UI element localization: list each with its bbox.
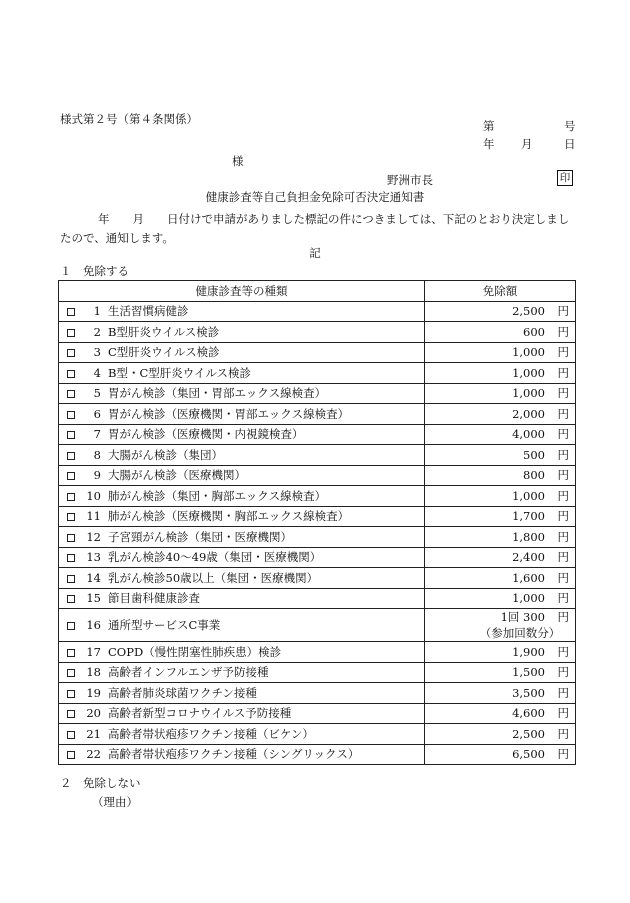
amount-cell bbox=[425, 609, 576, 642]
amount-unit: 円 bbox=[557, 529, 569, 544]
amount-cell bbox=[425, 588, 576, 609]
item-number: 5 bbox=[93, 386, 101, 401]
table-row bbox=[59, 465, 576, 486]
section-not-exempt-heading: ２ 免除しない bbox=[60, 776, 141, 790]
amount-cell bbox=[425, 424, 576, 445]
amount-unit: 円 bbox=[557, 365, 569, 380]
item-name: 子宮頸がん検診（集団・医療機関） bbox=[108, 529, 292, 544]
amount-unit: 円 bbox=[557, 509, 569, 524]
number-prefix: 第 bbox=[483, 119, 495, 133]
reason-label: （理由） bbox=[92, 795, 138, 809]
amount-cell bbox=[425, 744, 576, 765]
table-row bbox=[59, 662, 576, 683]
checkbox[interactable] bbox=[67, 622, 75, 630]
amount-value: 800 bbox=[523, 468, 545, 483]
item-number: 2 bbox=[93, 324, 101, 339]
item-cell bbox=[59, 383, 425, 404]
amount-cell bbox=[425, 383, 576, 404]
amount-value: 1,500 bbox=[512, 665, 545, 680]
amount-note: （参加回数分） bbox=[479, 626, 561, 640]
amount-unit: 円 bbox=[557, 726, 569, 741]
item-cell bbox=[59, 744, 425, 765]
form-number: 様式第２号（第４条関係） bbox=[60, 112, 198, 126]
table-header-row bbox=[59, 281, 576, 302]
amount-unit: 円 bbox=[557, 550, 569, 565]
amount-value: 4,600 bbox=[512, 706, 545, 721]
amount-cell bbox=[425, 363, 576, 384]
amount-unit: 円 bbox=[557, 685, 569, 700]
amount-unit: 円 bbox=[557, 644, 569, 659]
table-row bbox=[59, 383, 576, 404]
amount-cell bbox=[425, 404, 576, 425]
checkbox[interactable] bbox=[67, 751, 75, 759]
item-number: 21 bbox=[86, 726, 101, 741]
table-row bbox=[59, 568, 576, 589]
item-name: 高齢者インフルエンザ予防接種 bbox=[108, 665, 269, 680]
table-row bbox=[59, 527, 576, 548]
checkbox[interactable] bbox=[67, 390, 75, 398]
item-cell bbox=[59, 404, 425, 425]
table-row bbox=[59, 301, 576, 322]
item-number: 12 bbox=[86, 529, 101, 544]
checkbox[interactable] bbox=[67, 431, 75, 439]
amount-value: 2,500 bbox=[512, 304, 545, 319]
amount-unit: 円 bbox=[557, 427, 569, 442]
amount-cell bbox=[425, 662, 576, 683]
item-cell bbox=[59, 363, 425, 384]
checkbox[interactable] bbox=[67, 349, 75, 357]
table-row bbox=[59, 342, 576, 363]
item-name: 胃がん検診（医療機関・胃部エックス線検査） bbox=[108, 406, 350, 421]
amount-unit: 円 bbox=[557, 324, 569, 339]
checkbox[interactable] bbox=[67, 669, 75, 677]
amount-unit: 円 bbox=[557, 747, 569, 762]
amount-unit: 円 bbox=[557, 570, 569, 585]
item-number: 13 bbox=[86, 550, 101, 565]
amount-value: 1,000 bbox=[512, 365, 545, 380]
amount-cell bbox=[425, 568, 576, 589]
table-row bbox=[59, 609, 576, 642]
table-row bbox=[59, 363, 576, 384]
item-number: 8 bbox=[93, 447, 101, 462]
checkbox[interactable] bbox=[67, 370, 75, 378]
item-cell bbox=[59, 506, 425, 527]
item-cell bbox=[59, 662, 425, 683]
table-row bbox=[59, 703, 576, 724]
body-text: 年 月 日付けで申請がありました標記の件につきましては、下記のとおり決定しましたので、通知します。 bbox=[60, 212, 570, 245]
table-row bbox=[59, 547, 576, 568]
table-row bbox=[59, 683, 576, 704]
item-number: 17 bbox=[86, 644, 101, 659]
ki-heading: 記 bbox=[309, 246, 321, 260]
amount-value: 1,800 bbox=[512, 529, 545, 544]
item-number: 22 bbox=[86, 747, 101, 762]
amount-value: 3,500 bbox=[512, 685, 545, 700]
amount-cell bbox=[425, 486, 576, 507]
table-row bbox=[59, 404, 576, 425]
amount-unit: 円 bbox=[557, 706, 569, 721]
amount-value: 1,000 bbox=[512, 386, 545, 401]
amount-value: 500 bbox=[523, 447, 545, 462]
table-row bbox=[59, 445, 576, 466]
item-cell bbox=[59, 486, 425, 507]
item-cell bbox=[59, 642, 425, 663]
item-name: 節目歯科健康診査 bbox=[108, 591, 200, 606]
item-cell bbox=[59, 588, 425, 609]
item-number: 20 bbox=[86, 706, 101, 721]
item-number: 9 bbox=[93, 468, 101, 483]
item-number: 1 bbox=[93, 304, 101, 319]
amount-cell bbox=[425, 301, 576, 322]
mayor-name: 野洲市長 bbox=[387, 173, 433, 187]
checkbox[interactable] bbox=[67, 411, 75, 419]
amount-unit: 円 bbox=[557, 447, 569, 462]
item-number: 18 bbox=[86, 665, 101, 680]
checkbox[interactable] bbox=[67, 329, 75, 337]
amount-unit: 円 bbox=[557, 406, 569, 421]
item-name: 胃がん検診（医療機関・内視鏡検査） bbox=[108, 427, 304, 442]
item-name: B型肝炎ウイルス検診 bbox=[108, 324, 220, 339]
item-number: 14 bbox=[86, 570, 101, 585]
date-year-label: 年 bbox=[483, 137, 495, 151]
amount-value: 1,000 bbox=[512, 488, 545, 503]
item-number: 4 bbox=[93, 365, 101, 380]
table-row bbox=[59, 642, 576, 663]
checkbox[interactable] bbox=[67, 710, 75, 718]
amount-unit: 円 bbox=[557, 468, 569, 483]
item-name: 通所型サービスC事業 bbox=[108, 618, 221, 632]
item-number: 3 bbox=[93, 345, 101, 360]
item-name: 大腸がん検診（集団） bbox=[108, 447, 223, 462]
amount-unit: 円 bbox=[557, 386, 569, 401]
recipient-suffix: 様 bbox=[232, 154, 244, 168]
amount-cell bbox=[425, 724, 576, 745]
table-row bbox=[59, 724, 576, 745]
checkbox[interactable] bbox=[67, 554, 75, 562]
item-name: COPD（慢性閉塞性肺疾患）検診 bbox=[108, 644, 282, 659]
amount-value: 2,400 bbox=[512, 550, 545, 565]
item-name: 乳がん検診40～49歳（集団・医療機関） bbox=[108, 550, 322, 565]
amount-value: 2,000 bbox=[512, 406, 545, 421]
amount-cell bbox=[425, 683, 576, 704]
item-cell bbox=[59, 322, 425, 343]
amount-unit: 円 bbox=[557, 665, 569, 680]
item-name: 肺がん検診（集団・胸部エックス線検査） bbox=[108, 488, 327, 503]
amount-unit: 円 bbox=[557, 488, 569, 503]
fee-table bbox=[58, 280, 576, 765]
item-number: 15 bbox=[86, 591, 101, 606]
checkbox[interactable] bbox=[67, 472, 75, 480]
amount-unit: 円 bbox=[557, 345, 569, 360]
item-cell bbox=[59, 342, 425, 363]
amount-cell bbox=[425, 506, 576, 527]
section-exempt-heading: １ 免除する bbox=[60, 264, 129, 278]
item-name: 乳がん検診50歳以上（集団・医療機関） bbox=[108, 570, 319, 585]
item-cell bbox=[59, 683, 425, 704]
amount-cell bbox=[425, 465, 576, 486]
date-day-label: 日 bbox=[564, 137, 576, 151]
item-number: 19 bbox=[86, 685, 101, 700]
checkbox[interactable] bbox=[67, 513, 75, 521]
item-number: 10 bbox=[86, 488, 101, 503]
amount-value: 4,000 bbox=[512, 427, 545, 442]
header-type: 健康診査等の種類 bbox=[59, 281, 425, 302]
item-name: 高齢者肺炎球菌ワクチン接種 bbox=[108, 685, 257, 700]
item-name: 高齢者帯状疱疹ワクチン接種（シングリックス） bbox=[108, 747, 360, 762]
item-cell bbox=[59, 424, 425, 445]
table-row bbox=[59, 506, 576, 527]
amount-unit: 円 bbox=[557, 591, 569, 606]
item-cell bbox=[59, 609, 425, 642]
table-row bbox=[59, 744, 576, 765]
item-name: 高齢者帯状疱疹ワクチン接種（ビケン） bbox=[108, 726, 314, 741]
amount-cell bbox=[425, 703, 576, 724]
amount-value: 6,500 bbox=[512, 747, 545, 762]
item-cell bbox=[59, 568, 425, 589]
checkbox[interactable] bbox=[67, 493, 75, 501]
header-amount: 免除額 bbox=[425, 281, 576, 302]
item-cell bbox=[59, 724, 425, 745]
amount-cell bbox=[425, 342, 576, 363]
item-name: B型・C型肝炎ウイルス検診 bbox=[108, 365, 252, 380]
amount-cell bbox=[425, 547, 576, 568]
item-name: 大腸がん検診（医療機関） bbox=[108, 468, 246, 483]
table-row bbox=[59, 322, 576, 343]
date-month-label: 月 bbox=[521, 137, 533, 151]
checkbox[interactable] bbox=[67, 575, 75, 583]
checkbox[interactable] bbox=[67, 731, 75, 739]
amount-value: 1,000 bbox=[512, 345, 545, 360]
amount-value: 1回 300 bbox=[500, 610, 545, 624]
checkbox[interactable] bbox=[67, 534, 75, 542]
item-number: 7 bbox=[93, 427, 101, 442]
amount-unit: 円 bbox=[557, 304, 569, 319]
amount-cell bbox=[425, 445, 576, 466]
item-number: 16 bbox=[86, 618, 101, 632]
item-number: 6 bbox=[93, 406, 101, 421]
checkbox[interactable] bbox=[67, 452, 75, 460]
item-cell bbox=[59, 527, 425, 548]
amount-value: 2,500 bbox=[512, 726, 545, 741]
item-cell bbox=[59, 547, 425, 568]
item-cell bbox=[59, 703, 425, 724]
amount-value: 1,900 bbox=[512, 644, 545, 659]
table-row bbox=[59, 424, 576, 445]
amount-cell bbox=[425, 322, 576, 343]
item-name: C型肝炎ウイルス検診 bbox=[108, 345, 220, 360]
amount-value: 600 bbox=[523, 324, 545, 339]
item-cell bbox=[59, 301, 425, 322]
item-name: 肺がん検診（医療機関・胸部エックス線検査） bbox=[108, 509, 350, 524]
amount-value: 1,700 bbox=[512, 509, 545, 524]
checkbox[interactable] bbox=[67, 690, 75, 698]
seal-stamp: 印 bbox=[557, 170, 573, 186]
amount-unit: 円 bbox=[557, 610, 569, 624]
checkbox[interactable] bbox=[67, 595, 75, 603]
item-name: 生活習慣病健診 bbox=[108, 304, 189, 319]
table-row bbox=[59, 588, 576, 609]
item-cell bbox=[59, 445, 425, 466]
number-suffix: 号 bbox=[564, 119, 576, 133]
item-name: 高齢者新型コロナウイルス予防接種 bbox=[108, 706, 292, 721]
document-title: 健康診査等自己負担金免除可否決定通知書 bbox=[205, 190, 425, 204]
item-cell bbox=[59, 465, 425, 486]
item-number: 11 bbox=[86, 509, 101, 524]
amount-cell bbox=[425, 642, 576, 663]
amount-value: 1,000 bbox=[512, 591, 545, 606]
checkbox[interactable] bbox=[67, 649, 75, 657]
item-name: 胃がん検診（集団・胃部エックス線検査） bbox=[108, 386, 327, 401]
checkbox[interactable] bbox=[67, 308, 75, 316]
amount-cell bbox=[425, 527, 576, 548]
amount-value: 1,600 bbox=[512, 570, 545, 585]
table-row bbox=[59, 486, 576, 507]
